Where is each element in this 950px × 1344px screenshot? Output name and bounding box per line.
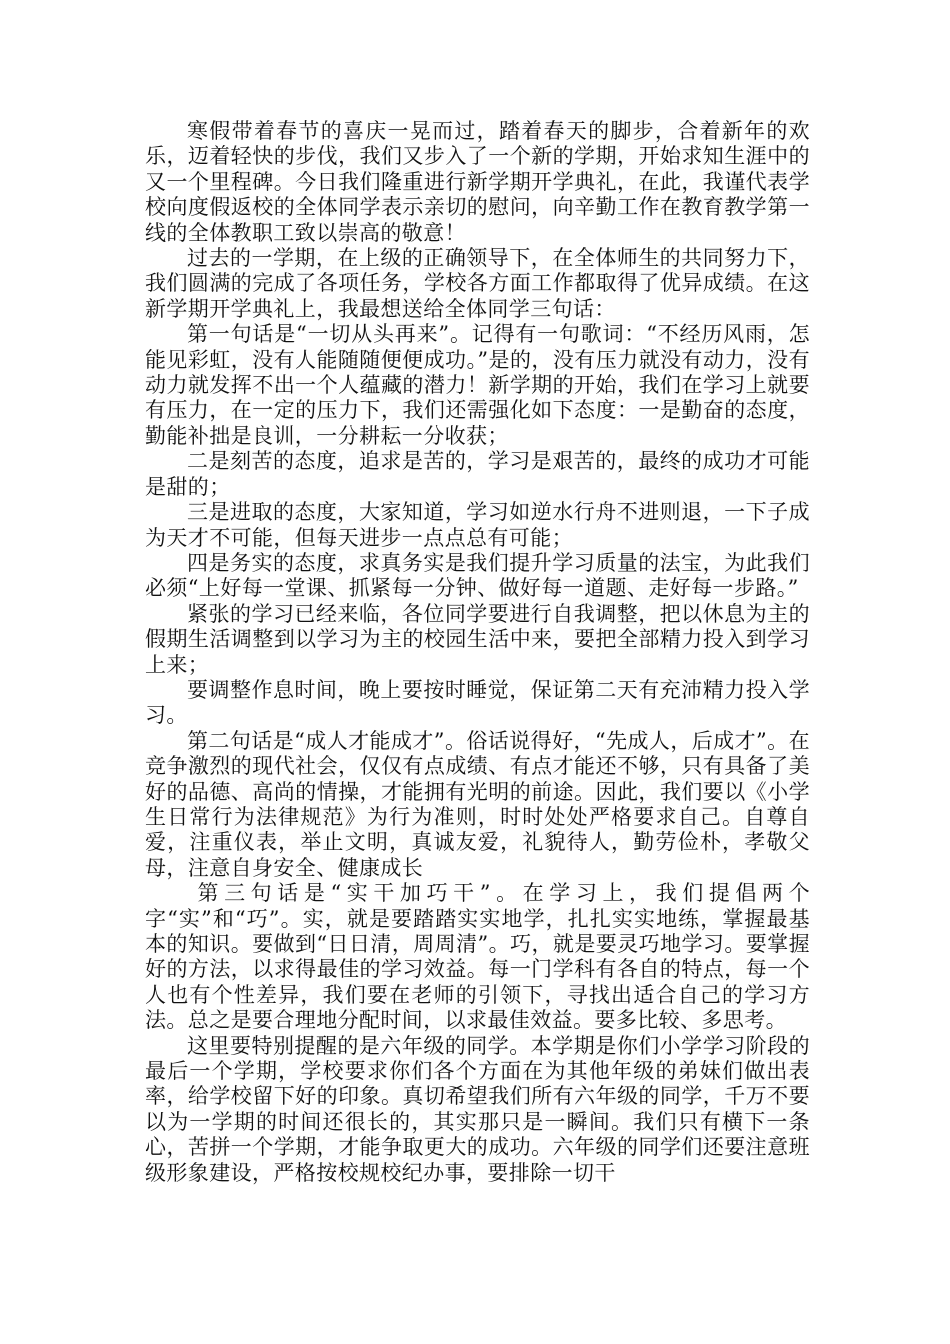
paragraph-schedule: 要调整作息时间，晚上要按时睡觉，保证第二天有充沛精力投入学习。 xyxy=(145,677,810,728)
document-page xyxy=(145,119,810,1186)
paragraph-progressive-attitude: 三是进取的态度，大家知道，学习如逆水行舟不进则退，一下子成为天才不可能，但每天进步一点点总有可能； xyxy=(145,500,810,550)
paragraph-past-semester: 过去的一学期，在上级的正确领导下，在全体师生的共同努力下，我们圆满的完成了各项任务，学校各方面工作都取得了优异成绩。在这新学期开学典礼上，我最想送给全体同学三句话： xyxy=(145,246,810,321)
paragraph-practical-attitude: 四是务实的态度，求真务实是我们提升学习质量的法宝，为此我们必须“上好每一堂课、抓紧每一分钟、做好每一道题、走好每一步路。” xyxy=(145,550,810,601)
paragraph-third-sentence: 第三句话是“实干加巧干”。在学习上，我们提倡两个字“实”和“巧”。实，就是要踏踏实实地学，扎扎实实地练，掌握最基本的知识。要做到“日日清，周周清”。巧，就是要灵巧地学习。要掌握好的方法，以求得最佳的学习效益。每一门学科有各自的特点，每一个人也有个性差异，我们要在老师的引领下，寻找出适合自己的学习方法。总之是要合理地分配时间，以求最佳效益。要多比较、多思考。 xyxy=(145,881,810,1033)
paragraph-self-adjustment: 紧张的学习已经来临，各位同学要进行自我调整，把以休息为主的假期生活调整到以学习为主的校园生活中来，要把全部精力投入到学习上来； xyxy=(145,601,810,677)
paragraph-first-sentence: 第一句话是“一切从头再来”。记得有一句歌词：“不经历风雨，怎能见彩虹，没有人能随随便便成功。”是的，没有压力就没有动力，没有动力就发挥不出一个人蕴藏的潜力！新学期的开始，我们在学习上就要有压力，在一定的压力下，我们还需强化如下态度：一是勤奋的态度，勤能补拙是良训，一分耕耘一分收获； xyxy=(145,322,810,448)
paragraph-diligent-attitude: 二是刻苦的态度，追求是苦的，学习是艰苦的，最终的成功才可能是甜的； xyxy=(145,449,810,499)
paragraph-sixth-grade: 这里要特别提醒的是六年级的同学。本学期是你们小学学习阶段的最后一个学期，学校要求你们各个方面在为其他年级的弟妹们做出表率，给学校留下好的印象。真切希望我们所有六年级的同学，千万不要以为一学期的时间还很长的，其实那只是一瞬间。我们只有横下一条心，苦拼一个学期，才能争取更大的成功。六年级的同学们还要注意班级形象建设，严格按校规校纪办事，要排除一切干 xyxy=(145,1033,810,1185)
paragraph-intro: 寒假带着春节的喜庆一晃而过，踏着春天的脚步，合着新年的欢乐，迈着轻快的步伐，我们又步入了一个新的学期，开始求知生涯中的又一个里程碑。今日我们隆重进行新学期开学典礼，在此，我谨代表学校向度假返校的全体同学表示亲切的慰问，向辛勤工作在教育教学第一线的全体教职工致以崇高的敬意！ xyxy=(145,119,810,245)
paragraph-second-sentence: 第二句话是“成人才能成才”。俗话说得好，“先成人，后成才”。在竞争激烈的现代社会，仅仅有点成绩、有点才能还不够，只有具备了美好的品德、高尚的情操，才能拥有光明的前途。因此，我们要以《小学生日常行为法律规范》为行为准则，时时处处严格要求自己。自尊自爱，注重仪表，举止文明，真诚友爱，礼貌待人，勤劳俭朴，孝敬父母，注意自身安全、健康成长 xyxy=(145,728,810,880)
